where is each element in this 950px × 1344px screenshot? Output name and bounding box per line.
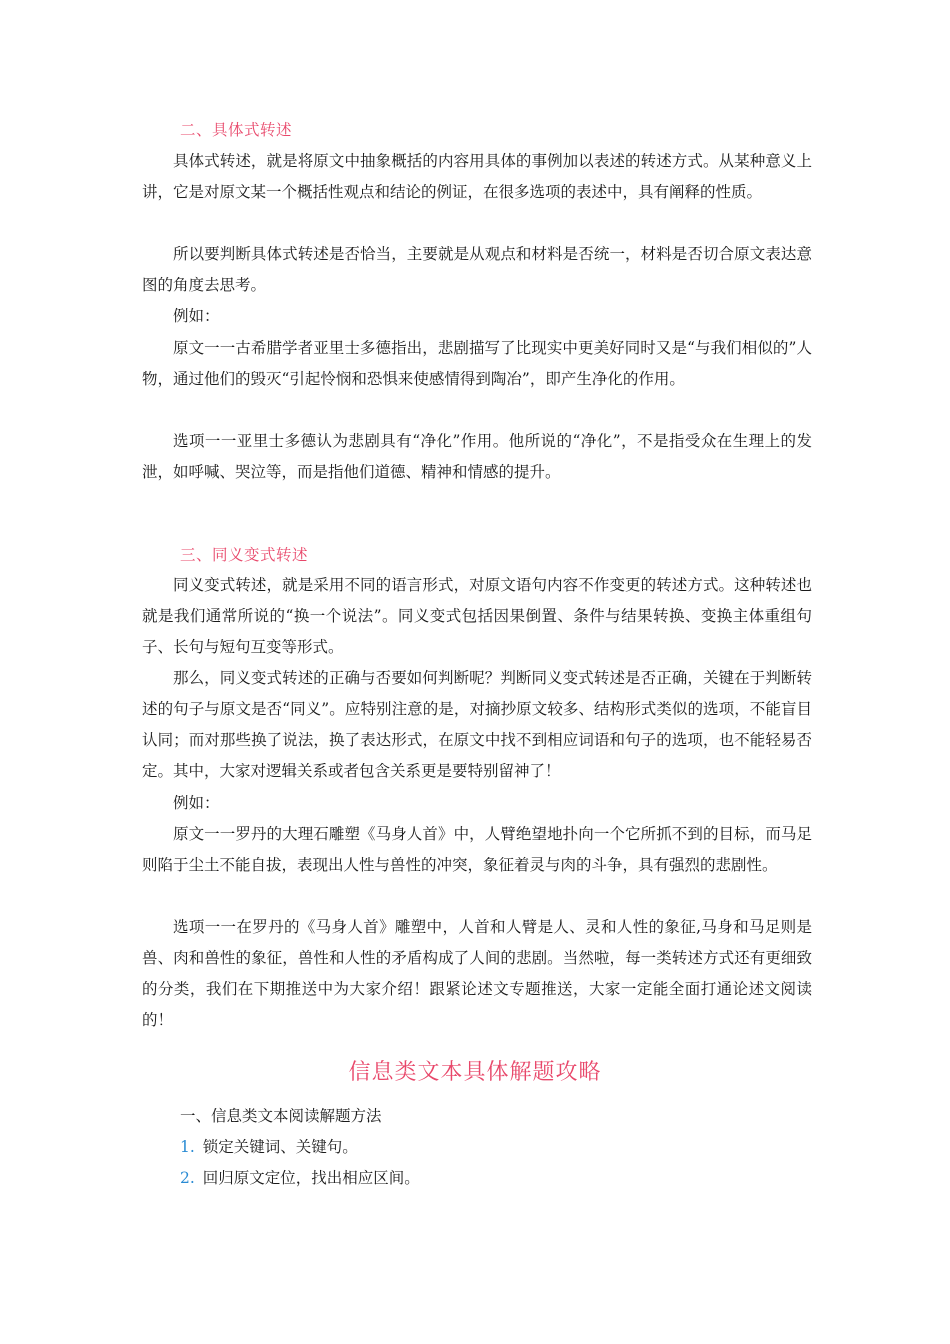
section-3-title: 三、同义变式转述 <box>180 546 309 564</box>
section-2-paragraph-1: 具体式转述，就是将原文中抽象概括的内容用具体的事例加以表述的转述方式。从某种意义上讲，它是对原文某一个概括性观点和结论的例证，在很多选项的表述中，具有阐释的性质。 <box>142 152 812 201</box>
section-2-example-label: 例如： <box>173 307 220 325</box>
list-item-text: 锁定关键词、关键句。 <box>202 1138 358 1156</box>
method-item <box>180 1166 420 1188</box>
section-3-paragraph-1: 同义变式转述，就是采用不同的语言形式，对原文语句内容不作变更的转述方式。这种转述也就是我们通常所说的“换一个说法”。同义变式包括因果倒置、条件与结果转换、变换主体重组句子、长句与短句互变等形式。 <box>142 576 812 656</box>
section-2-original-text: 原文一一古希腊学者亚里士多德指出，悲剧描写了比现实中更美好同时又是“与我们相似的”人物，通过他们的毁灭“引起怜悯和恐惧来使感情得到陶冶”，即产生净化的作用。 <box>142 339 812 388</box>
list-number: 1. <box>180 1138 195 1156</box>
section-3-paragraph-2: 那么，同义变式转述的正确与否要如何判断呢？判断同义变式转述是否正确，关键在于判断转述的句子与原文是否“同义”。应特别注意的是，对摘抄原文较多、结构形式类似的选项，不能盲目认同；而对那些换了说法，换了表达形式，在原文中找不到相应词语和句子的选项，也不能轻易否定。其中，大家对逻辑关系或者包含关系更是要特别留神了！ <box>142 669 812 780</box>
list-number: 2. <box>180 1169 195 1187</box>
section-3-original-text: 原文一一罗丹的大理石雕塑《马身人首》中，人臂绝望地扑向一个它所抓不到的目标，而马足则陷于尘土不能自拔，表现出人性与兽性的冲突，象征着灵与肉的斗争，具有强烈的悲剧性。 <box>142 825 812 874</box>
method-subheading: 一、信息类文本阅读解题方法 <box>180 1107 382 1125</box>
section-3-option-text: 选项一一在罗丹的《马身人首》雕塑中，人首和人臂是人、灵和人性的象征,马身和马足则是兽、肉和兽性的象征，兽性和人性的矛盾构成了人间的悲剧。当然啦，每一类转述方式还有更细致的分类，我们在下期推送中为大家介绍！跟紧论述文专题推送，大家一定能全面打通论述文阅读的！ <box>142 918 812 1029</box>
list-item-text: 回归原文定位，找出相应区间。 <box>202 1169 420 1187</box>
strategy-heading: 信息类文本具体解题攻略 <box>348 1060 602 1085</box>
section-3-example-label: 例如： <box>173 794 220 812</box>
section-2-paragraph-2: 所以要判断具体式转述是否恰当，主要就是从观点和材料是否统一，材料是否切合原文表达意图的角度去思考。 <box>142 245 812 294</box>
section-2-title: 二、具体式转述 <box>180 121 293 139</box>
section-2-option-text: 选项一一亚里士多德认为悲剧具有“净化”作用。他所说的“净化”，不是指受众在生理上的发泄，如呼喊、哭泣等，而是指他们道德、精神和情感的提升。 <box>142 432 812 481</box>
method-item <box>180 1135 358 1157</box>
